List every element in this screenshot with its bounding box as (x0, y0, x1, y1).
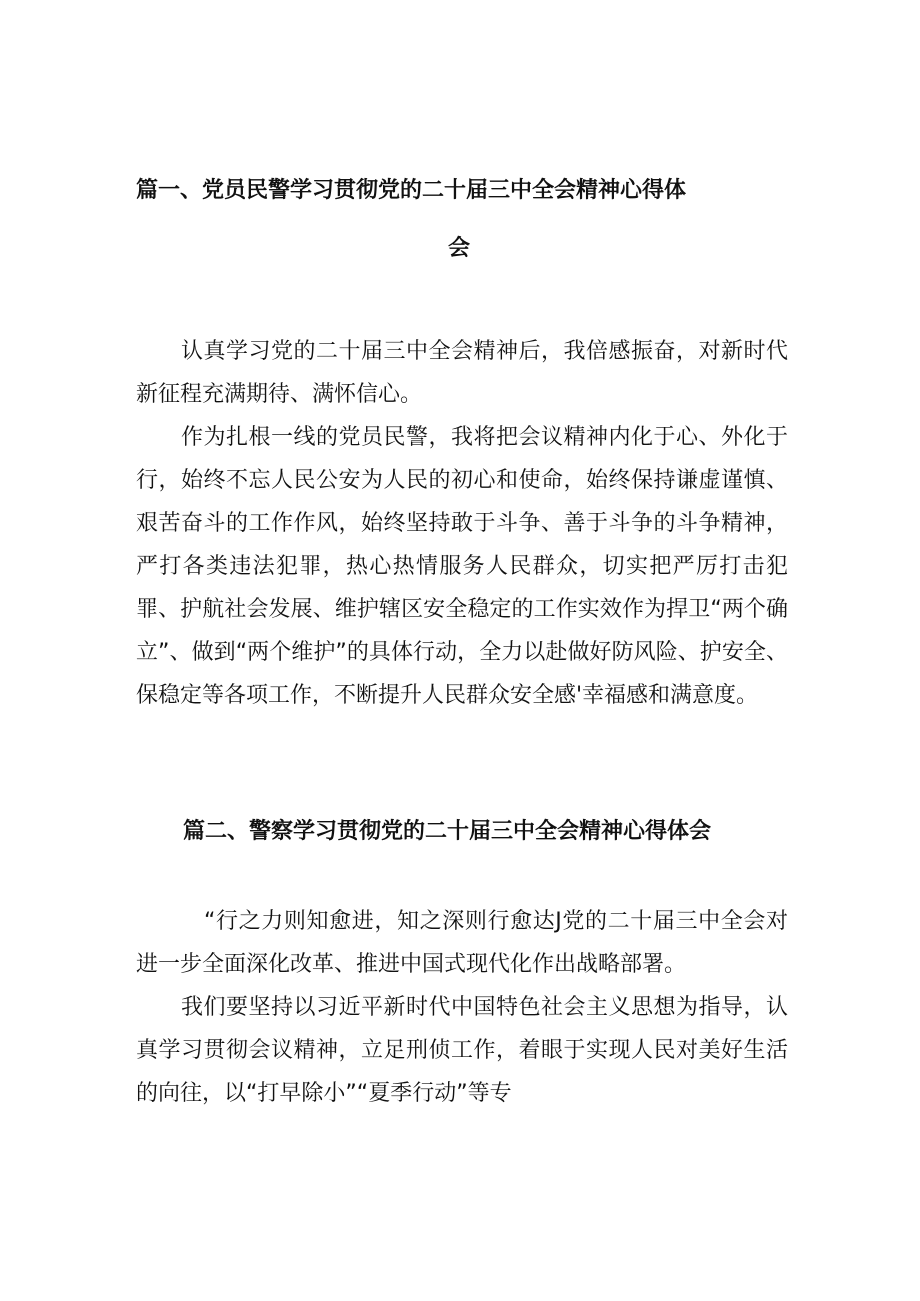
section2-paragraph-1: “行之力则知愈进，知之深则行愈达J党的二十届三中全会对进一步全面深化改革、推进中国式现代化作出战略部署。 (136, 909, 788, 977)
section2-title: 篇二、警察学习贯彻党的二十届三中全会精神心得体会 (183, 819, 712, 844)
section1-title: 篇一、党员民警学习贯彻党的二十届三中全会精神心得体 (136, 178, 687, 203)
section1-title-continued: 会 (448, 236, 471, 261)
section1-paragraph-1: 认真学习党的二十届三中全会精神后，我倍感振奋，对新时代新征程充满期待、满怀信心。 (136, 339, 788, 407)
section2-paragraph-2: 我们要坚持以习近平新时代中国特色社会主义思想为指导，认真学习贯彻会议精神，立足刑侦工作，着眼于实现人民对美好生活的向往，以“打早除小”“夏季行动”等专 (136, 995, 788, 1106)
section1-paragraph-2: 作为扎根一线的党员民警，我将把会议精神内化于心、外化于行，始终不忘人民公安为人民的初心和使命，始终保持谦虚谨慎、艰苦奋斗的工作作风，始终坚持敢于斗争、善于斗争的斗争精神，严打各类违法犯罪，热心热情服务人民群众，切实把严厉打击犯罪、护航社会发展、维护辖区安全稳定的工作实效作为捍卫“两个确立”、做到“两个维护”的具体行动，全力以赴做好防风险、护安全、保稳定等各项工作，不断提升人民群众安全感'幸福感和满意度。 (136, 425, 788, 708)
